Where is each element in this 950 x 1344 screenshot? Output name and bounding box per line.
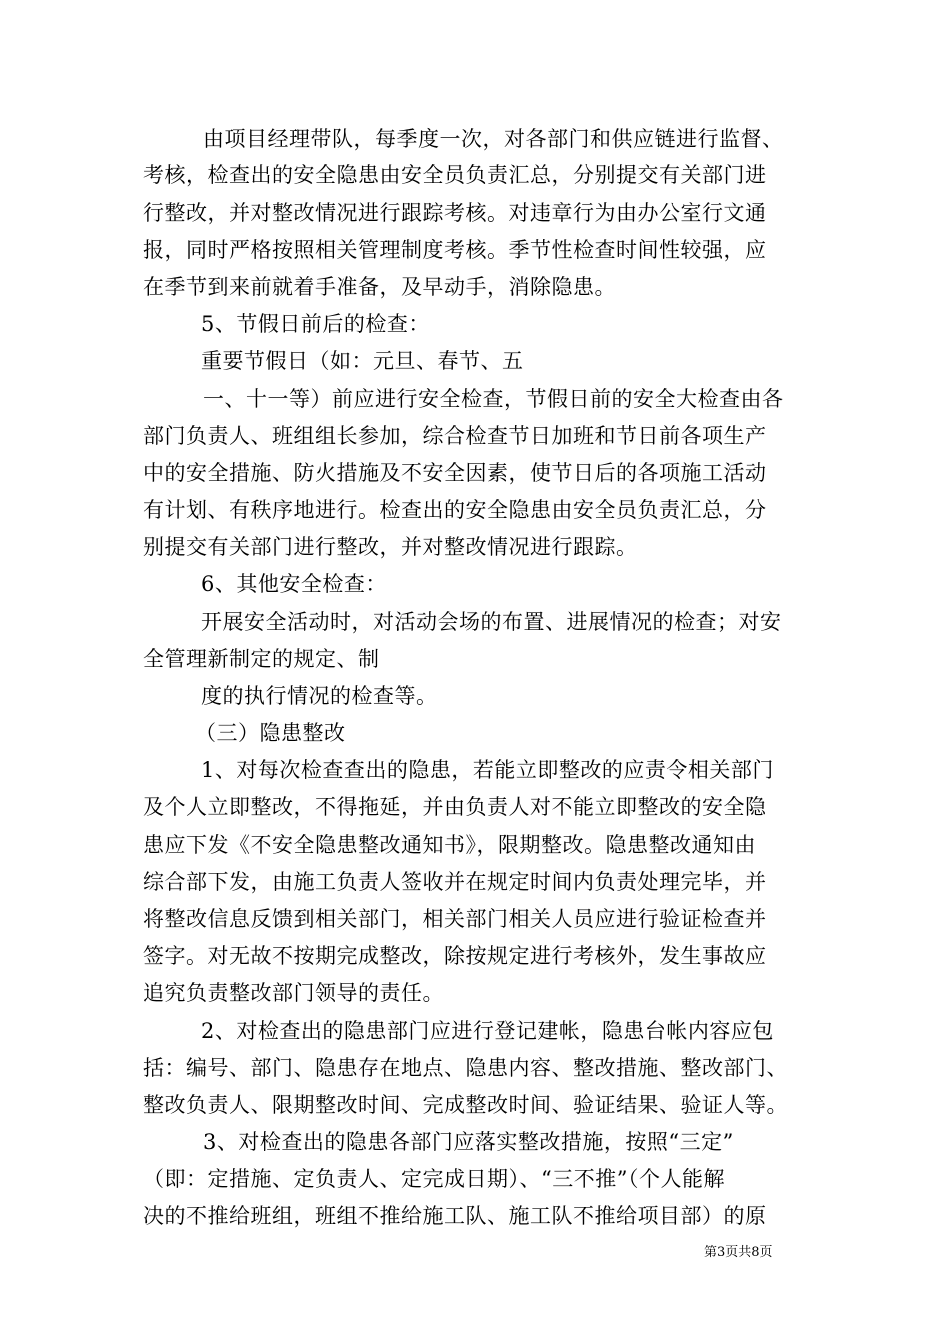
text-line: 3、对检查出的隐患各部门应落实整改措施，按照“三定” — [203, 1130, 734, 1154]
text-line: 患应下发《不安全隐患整改通知书》，限期整改。隐患整改通知由 — [143, 833, 756, 857]
text-line: （即：定措施、定负责人、定完成日期）、“三不推”（个人能解 — [143, 1167, 725, 1191]
text-line: 报，同时严格按照相关管理制度考核。季节性检查时间性较强，应 — [143, 238, 767, 262]
text-line: 重要节假日（如：元旦、春节、五 — [201, 349, 524, 373]
section-heading: （三）隐患整改 — [195, 721, 346, 745]
text-line: 括：编号、部门、隐患存在地点、隐患内容、整改措施、整改部门、 — [143, 1056, 788, 1080]
text-line: 有计划、有秩序地进行。检查出的安全隐患由安全员负责汇总，分 — [143, 498, 767, 522]
text-line: 整改负责人、限期整改时间、完成整改时间、验证结果、验证人等。 — [143, 1093, 788, 1117]
text-line: 综合部下发，由施工负责人签收并在规定时间内负责处理完毕，并 — [143, 870, 767, 894]
text-line: 决的不推给班组，班组不推给施工队、施工队不推给项目部）的原 — [143, 1204, 767, 1228]
text-line: 签字。对无故不按期完成整改，除按规定进行考核外，发生事故应 — [143, 944, 767, 968]
text-line: 开展安全活动时，对活动会场的布置、进展情况的检查；对安 — [201, 610, 782, 634]
text-line: 追究负责整改部门领导的责任。 — [143, 981, 444, 1005]
text-line: 及个人立即整改，不得拖延，并由负责人对不能立即整改的安全隐 — [143, 795, 767, 819]
text-line: 1、对每次检查查出的隐患，若能立即整改的应责令相关部门 — [201, 758, 774, 782]
text-line: 2、对检查出的隐患部门应进行登记建帐，隐患台帐内容应包 — [201, 1019, 774, 1043]
page-number: 第3页共8页 — [704, 1245, 773, 1260]
text-line: 度的执行情况的检查等。 — [201, 684, 438, 708]
text-line: 一、十一等）前应进行安全检查，节假日前的安全大检查由各 — [203, 387, 784, 411]
text-line: 全管理新制定的规定、制 — [143, 647, 380, 671]
text-line: 由项目经理带队，每季度一次，对各部门和供应链进行监督、 — [203, 127, 784, 151]
text-line: 考核，检查出的安全隐患由安全员负责汇总，分别提交有关部门进 — [143, 163, 767, 187]
text-line: 别提交有关部门进行整改，并对整改情况进行跟踪。 — [143, 535, 638, 559]
text-line: 中的安全措施、防火措施及不安全因素，使节日后的各项施工活动 — [143, 461, 767, 485]
text-line: 行整改，并对整改情况进行跟踪考核。对违章行为由办公室行文通 — [143, 201, 767, 225]
section-heading: 5、节假日前后的检查： — [201, 312, 430, 336]
section-heading: 6、其他安全检查： — [201, 572, 387, 596]
text-line: 部门负责人、班组组长参加，综合检查节日加班和节日前各项生产 — [143, 424, 767, 448]
text-line: 在季节到来前就着手准备，及早动手，消除隐患。 — [143, 275, 616, 299]
text-line: 将整改信息反馈到相关部门，相关部门相关人员应进行验证检查并 — [143, 907, 767, 931]
